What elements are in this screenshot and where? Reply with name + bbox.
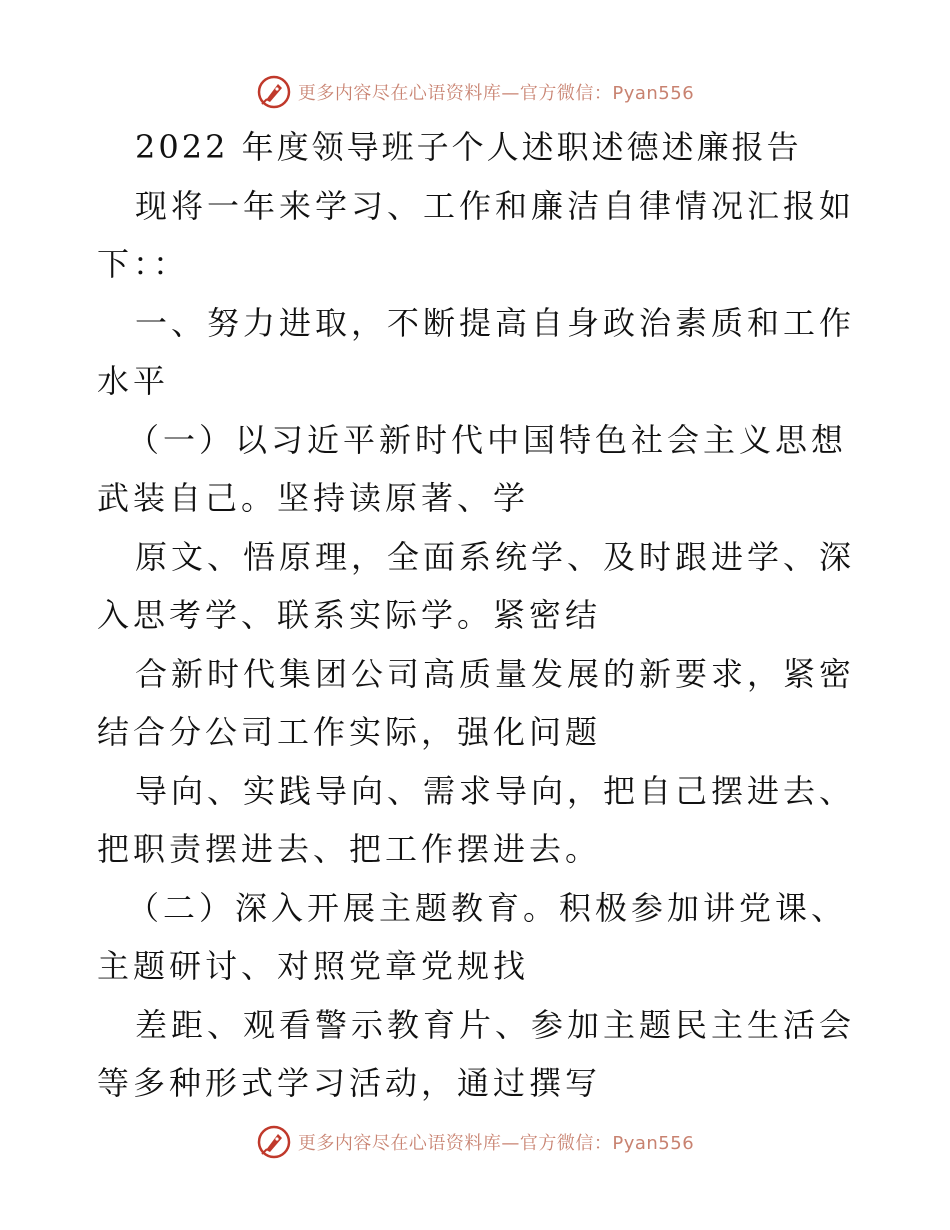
watermark-text: 更多内容尽在心语资料库—官方微信：Pyan556 [297,83,695,104]
pen-nib-logo-icon [256,1124,292,1160]
paragraph-line: 原文、悟原理，全面系统学、及时跟进学、深入思考学、联系实际学。紧密结 [97,537,856,634]
paragraph-line: 合新时代集团公司高质量发展的新要求，紧密结合分公司工作实际，强化问题 [97,654,856,751]
document-body [97,118,857,1113]
watermark-text: 更多内容尽在心语资料库—官方微信：Pyan556 [297,1133,695,1154]
document-title: 2022 年度领导班子个人述职述德述廉报告 [135,128,802,166]
paragraph-intro: 现将一年来学习、工作和廉洁自律情况汇报如下：： [97,186,856,283]
paragraph-line: （一）以习近平新时代中国特色社会主义思想武装自己。坚持读原著、学 [97,420,848,517]
watermark-banner-top [0,70,950,114]
paragraph-line: 差距、观看警示教育片、参加主题民主生活会等多种形式学习活动，通过撰写 [97,1005,856,1102]
section-heading-1: 一、努力进取，不断提高自身政治素质和工作水平 [97,303,856,400]
watermark-banner-bottom [0,1120,950,1164]
paragraph-line: （二）深入开展主题教育。积极参加讲党课、主题研讨、对照党章党规找 [97,888,848,985]
paragraph-line: 导向、实践导向、需求导向，把自己摆进去、把职责摆进去、把工作摆进去。 [97,771,856,868]
pen-nib-logo-icon [256,74,292,110]
